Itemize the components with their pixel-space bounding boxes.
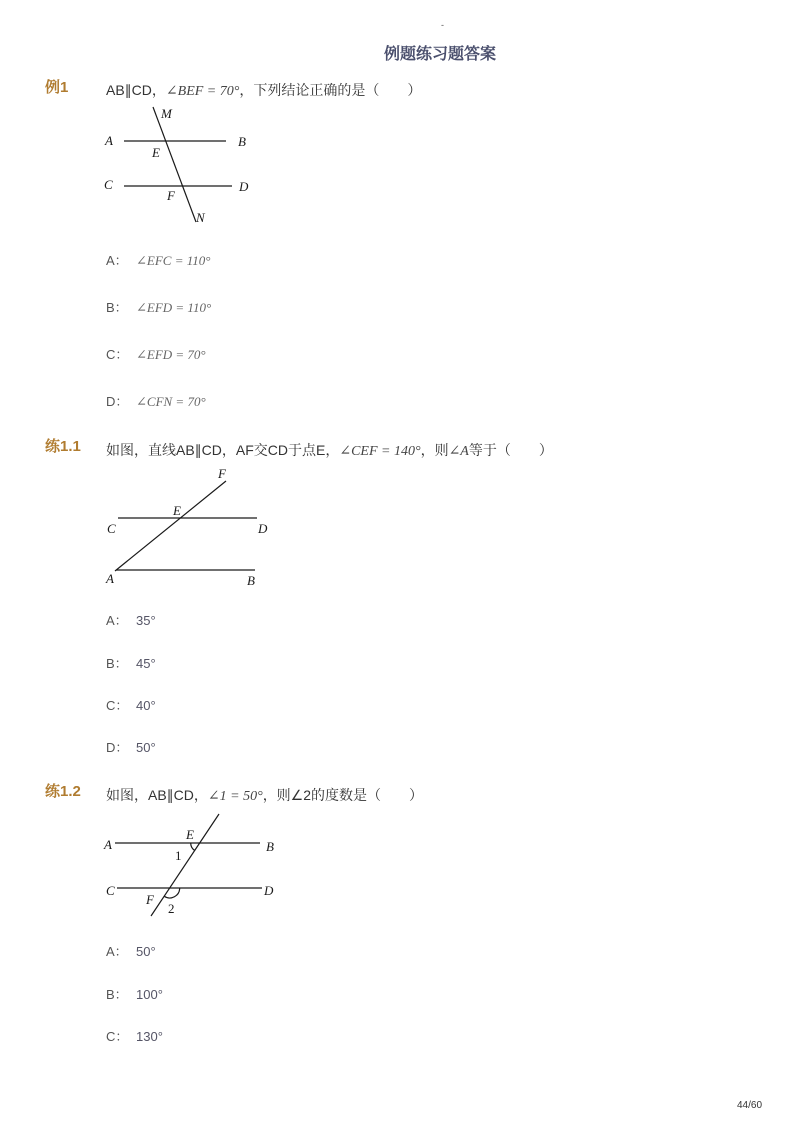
option-key: A： [106, 944, 128, 959]
option-d [106, 739, 156, 757]
stem-text: ，则 [420, 442, 449, 458]
stem-formula: ∠CEF = 140° [339, 444, 421, 459]
page-number: 44/60 [737, 1100, 763, 1111]
option-a [106, 943, 156, 961]
option-key: C： [106, 698, 129, 713]
question-stem [106, 786, 423, 806]
point-label-n: N [196, 210, 205, 225]
stem-formula: ∠A [448, 444, 469, 459]
transversal-mn [153, 107, 196, 222]
option-key: C： [106, 1029, 129, 1044]
point-label-b: B [238, 134, 246, 149]
stem-text: ，下列结论正确的是（ ） [239, 82, 422, 98]
option-key: D： [106, 740, 129, 755]
option-text: 45° [136, 656, 156, 671]
point-label-f: F [146, 892, 154, 907]
question-tag: 练1.1 [45, 438, 81, 455]
point-label-d: D [239, 179, 249, 194]
option-text: ∠EFD = 110° [136, 300, 212, 315]
angle-1-arc [191, 843, 195, 851]
point-label-e: E [152, 145, 160, 160]
option-key: B： [106, 987, 128, 1002]
option-b [106, 655, 156, 673]
stem-text: 等于（ ） [468, 442, 553, 458]
option-a [106, 612, 156, 630]
stem-text: AB∥CD， [106, 82, 166, 98]
option-text: ∠EFD = 70° [136, 347, 206, 362]
option-text: 50° [136, 944, 156, 959]
stem-text: 如图，AB∥CD， [106, 787, 208, 803]
stem-formula: ∠BEF = 70° [165, 84, 240, 99]
option-text: ∠EFC = 110° [136, 253, 211, 268]
angle-label-1: 1 [175, 848, 182, 863]
option-text: 130° [136, 1029, 163, 1044]
option-b [106, 299, 211, 317]
point-label-a: A [105, 133, 113, 148]
line-af [115, 481, 226, 571]
option-text: 50° [136, 740, 156, 755]
stem-formula: ∠1 = 50° [207, 789, 263, 804]
option-a [106, 252, 210, 270]
question-stem [106, 81, 421, 101]
question-stem [106, 441, 553, 461]
point-label-c: C [107, 521, 116, 536]
point-label-b: B [266, 839, 274, 854]
stem-text: 如图，直线AB∥CD，AF交CD于点E， [106, 442, 340, 458]
option-key: B： [106, 300, 128, 315]
option-c [106, 697, 156, 715]
transversal-ef [151, 814, 219, 916]
figure-parallel-lines-mn [100, 102, 250, 228]
point-label-d: D [264, 883, 274, 898]
page-title: 例题练习题答案 [383, 46, 496, 63]
option-key: B： [106, 656, 128, 671]
point-label-d: D [258, 521, 268, 536]
option-text: 100° [136, 987, 163, 1002]
figure-parallel-lines-angles [100, 806, 280, 922]
option-c [106, 1028, 163, 1046]
option-text: 35° [136, 613, 156, 628]
option-key: A： [106, 253, 128, 268]
point-label-c: C [104, 177, 113, 192]
point-label-a: A [104, 837, 112, 852]
option-text: ∠CFN = 70° [136, 394, 206, 409]
option-key: D： [106, 394, 129, 409]
point-label-e: E [186, 827, 194, 842]
header-mark: - [441, 20, 444, 30]
point-label-f: F [218, 466, 226, 481]
option-key: C： [106, 347, 129, 362]
point-label-c: C [106, 883, 115, 898]
question-tag: 练1.2 [45, 783, 81, 800]
point-label-b: B [247, 573, 255, 588]
option-d [106, 393, 206, 411]
figure-parallel-lines-af [100, 462, 272, 592]
point-label-f: F [167, 188, 175, 203]
point-label-e: E [173, 503, 181, 518]
point-label-a: A [106, 571, 114, 586]
angle-label-2: 2 [168, 901, 175, 916]
option-c [106, 346, 206, 364]
option-key: A： [106, 613, 128, 628]
option-text: 40° [136, 698, 156, 713]
stem-text: ，则∠2的度数是（ ） [262, 787, 424, 803]
option-b [106, 986, 163, 1004]
point-label-m: M [161, 106, 172, 121]
question-tag: 例1 [45, 79, 69, 96]
